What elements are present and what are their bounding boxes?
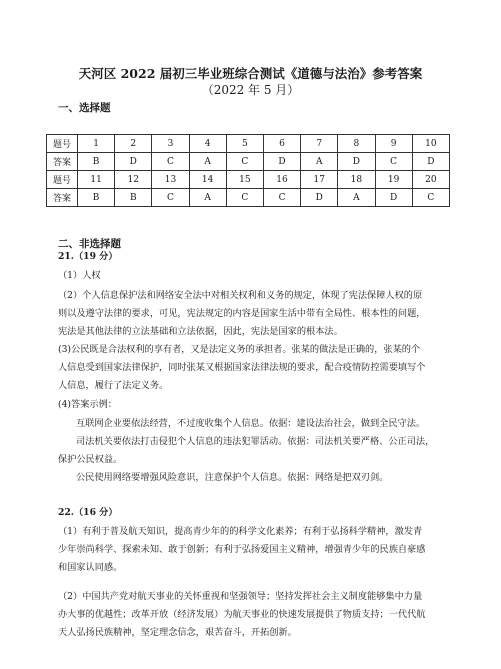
page-title: 天河区 2022 届初三毕业班综合测试《道德与法治》参考答案 [78,66,423,81]
table-cell: B [78,189,115,207]
table-cell: 12 [115,171,152,189]
q21-answer-1: （1）人权 [58,270,101,281]
table-row [47,135,450,153]
table-cell: B [115,189,152,207]
q22-answer-1-line2: 少年崇尚科学、探索未知、敢于创新；有利于弘扬爱国主义精神，增强青少年的民族自豪感 [58,544,426,555]
q21-example-2-line1: 司法机关要依法打击侵犯个人信息的违法犯罪活动。依据：司法机关要严格、公正司法， [76,436,435,447]
table-cell: 16 [263,171,300,189]
table-row [47,153,450,171]
table-cell: C [412,189,449,207]
table-cell: 7 [301,135,338,153]
table-cell: D [412,153,449,171]
table-cell: D [263,153,300,171]
row-label-question: 题号 [47,135,78,153]
q22-answer-1-line3: 和国家认同感。 [58,562,123,573]
table-cell: 1 [78,135,115,153]
table-cell: 2 [115,135,152,153]
table-cell: 9 [375,135,412,153]
q22-answer-2-line1: （2）中国共产党对航天事业的关怀重视和坚强领导；坚持发挥社会主义制度能够集中力量 [58,591,423,602]
table-cell: C [152,189,189,207]
table-cell: 20 [412,171,449,189]
table-cell: 17 [301,171,338,189]
section-heading-choice: 一、选择题 [58,102,111,114]
q21-example-3: 公民使用网络要增强风险意识，注意保护个人信息。依据：网络是把双刃剑。 [76,472,389,483]
table-row [47,189,450,207]
table-cell: C [263,189,300,207]
q21-answer-3-line2: 人信息受到国家法律保护，同时张某又根据国家法律法规的要求，配合疫情防控需要填写个 [58,362,426,373]
row-label-answer: 答案 [47,153,78,171]
table-cell: 6 [263,135,300,153]
q21-example-1: 互联网企业要依法经营，不过度收集个人信息。依据：建设法治社会，做到全民守法。 [76,418,426,429]
table-cell: B [78,153,115,171]
table-cell: 18 [338,171,375,189]
table-cell: 19 [375,171,412,189]
section-heading-nonchoice: 二、非选择题 [58,238,121,250]
q22-answer-1-line1: （1）有利于普及航天知识，提高青少年的的科学文化素养；有利于弘扬科学精神，激发青 [58,526,423,537]
table-cell: D [115,153,152,171]
table-cell: 14 [189,171,226,189]
table-cell: C [226,189,263,207]
q21-answer-3-line1: (3)公民既是合法权利的享有者，又是法定义务的承担者。张某的做法是正确的，张某的个 [58,344,421,355]
table-cell: 15 [226,171,263,189]
row-label-question: 题号 [47,171,78,189]
q21-answer-2-line2: 则以及遵守法律的要求，可见，宪法规定的内容是国家生活中带有全局性、根本性的问题， [58,308,426,319]
question-21-heading: 21.（19 分） [58,251,118,262]
page-subtitle: （2022 年 5 月） [201,83,300,97]
row-label-answer: 答案 [47,189,78,207]
table-cell: 13 [152,171,189,189]
question-22-heading: 22.（16 分） [58,507,118,518]
table-cell: A [189,153,226,171]
table-cell: C [375,153,412,171]
table-row [47,171,450,189]
answer-table [46,134,450,207]
table-cell: A [301,153,338,171]
table-cell: C [152,153,189,171]
q22-answer-2-line3: 天人弘扬民族精神，坚定理念信念，艰苦奋斗，开拓创新。 [58,627,297,638]
table-cell: 4 [189,135,226,153]
table-cell: C [226,153,263,171]
table-cell: A [338,189,375,207]
q21-answer-3-line3: 人信息，履行了法定义务。 [58,380,169,391]
table-cell: 10 [412,135,449,153]
table-cell: D [375,189,412,207]
table-cell: 3 [152,135,189,153]
q21-answer-2-line3: 宪法是其他法律的立法基础和立法依据，因此，宪法是国家的根本法。 [58,326,343,337]
table-cell: 8 [338,135,375,153]
q21-answer-2-line1: （2）个人信息保护法和网络安全法中对相关权利和义务的规定，体现了宪法保障人权的原 [58,290,423,301]
q22-answer-2-line2: 办大事的优越性；改革开放（经济发展）为航天事业的快速发展提供了物质支持；一代代航 [58,609,426,620]
q21-example-2-line2: 保护公民权益。 [58,454,123,465]
table-cell: 5 [226,135,263,153]
table-cell: D [338,153,375,171]
q21-answer-4: (4)答案示例： [58,399,117,410]
table-cell: D [301,189,338,207]
table-cell: A [189,189,226,207]
table-cell: 11 [78,171,115,189]
